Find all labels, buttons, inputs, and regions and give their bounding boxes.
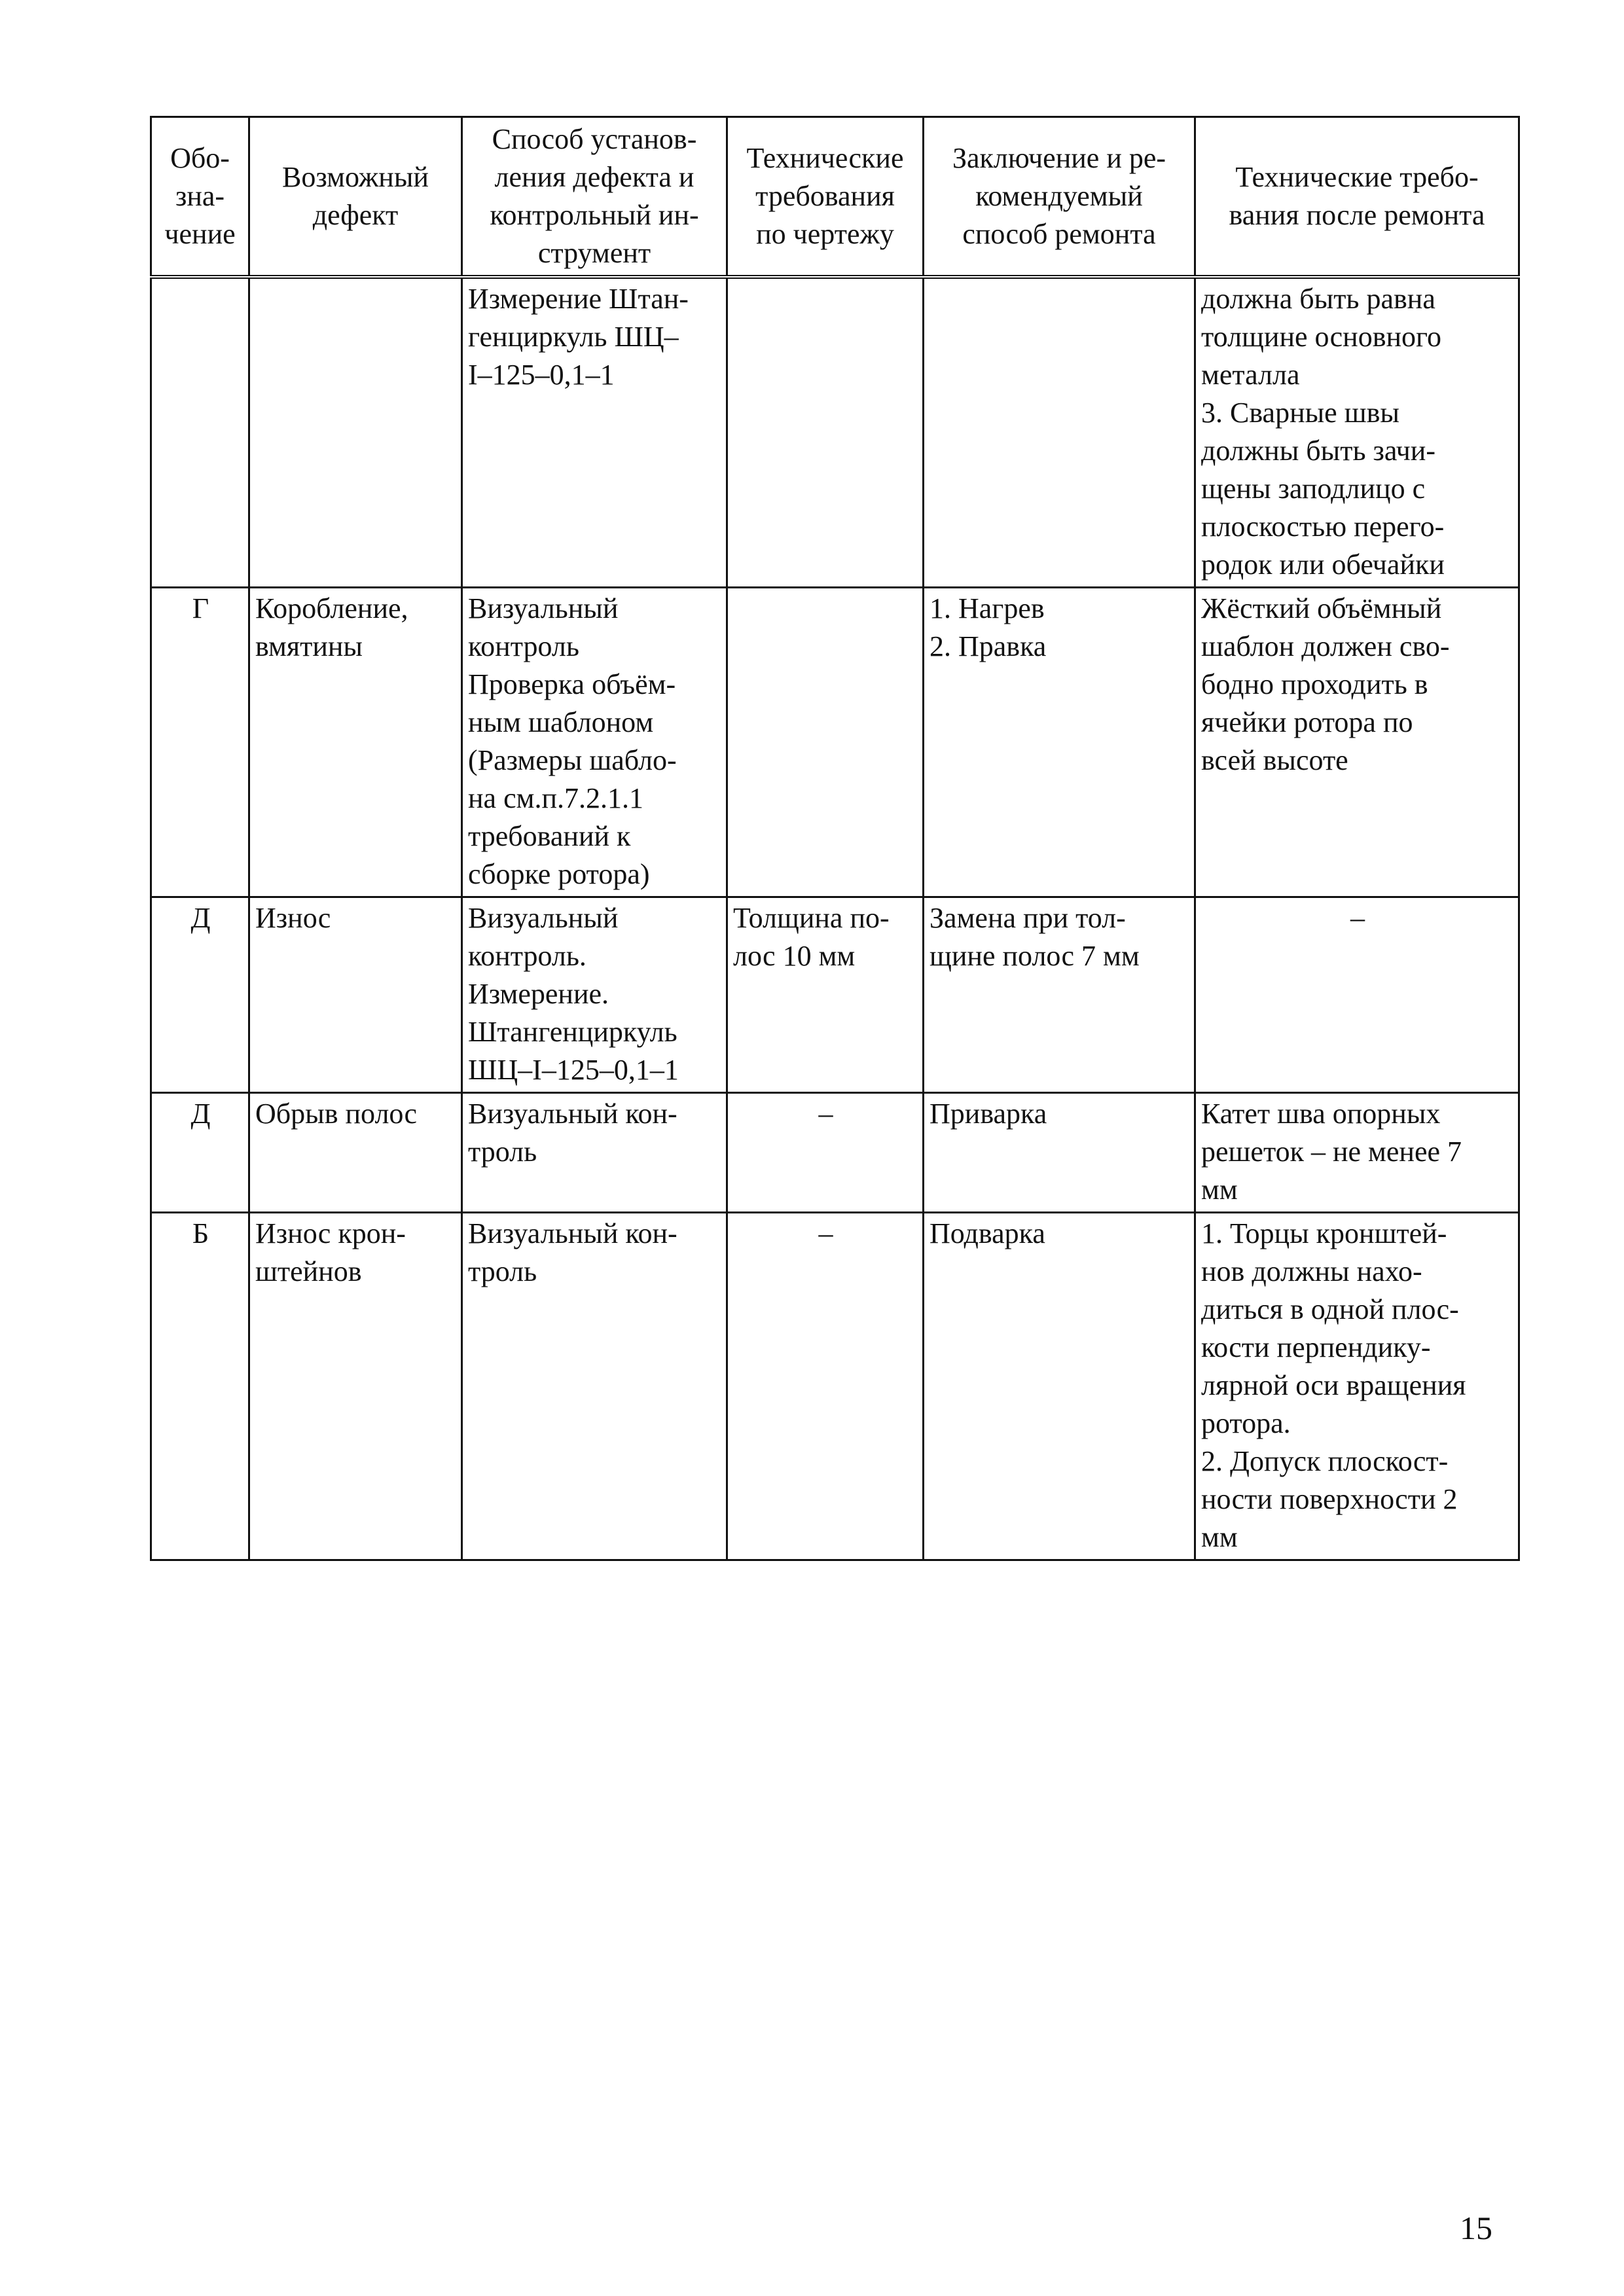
cell-designation: Г: [151, 588, 249, 897]
header-possible-defect: Возможный дефект: [249, 117, 462, 278]
cell-defect: Обрыв полос: [249, 1093, 462, 1213]
table-row: [151, 1093, 1519, 1213]
page-number: 15: [1460, 2210, 1492, 2246]
cell-defect: Коробление, вмятины: [249, 588, 462, 897]
cell-drawing-req: –: [727, 1093, 924, 1213]
table-row: [151, 1213, 1519, 1560]
cell-repair: Приварка: [924, 1093, 1195, 1213]
cell-designation: Д: [151, 1093, 249, 1213]
defects-table: [150, 116, 1520, 1561]
cell-method: Измерение Штан- генциркуль ШЦ– I–125–0,1–1: [462, 277, 727, 588]
cell-post-repair: Катет шва опорных решеток – не менее 7 мм: [1195, 1093, 1519, 1213]
cell-drawing-req: [727, 277, 924, 588]
table-row: [151, 897, 1519, 1093]
table-row: [151, 588, 1519, 897]
cell-repair: Подварка: [924, 1213, 1195, 1560]
cell-repair: 1. Нагрев 2. Правка: [924, 588, 1195, 897]
header-detection-method: Способ установ- ления дефекта и контрольный ин- струмент: [462, 117, 727, 278]
cell-repair: [924, 277, 1195, 588]
header-post-repair-requirements: Технические требо- вания после ремонта: [1195, 117, 1519, 278]
cell-defect: [249, 277, 462, 588]
cell-drawing-req: [727, 588, 924, 897]
cell-designation: Д: [151, 897, 249, 1093]
cell-designation: Б: [151, 1213, 249, 1560]
header-drawing-requirements: Технические требования по чертежу: [727, 117, 924, 278]
cell-post-repair: 1. Торцы кронштей- нов должны нахо- диться в одной плос- кости перпендику- лярной оси вращения ротора. 2. Допуск плоскост- ности поверхности 2 мм: [1195, 1213, 1519, 1560]
header-repair-method: Заключение и ре- комендуемый способ ремонта: [924, 117, 1195, 278]
cell-drawing-req: Толщина по- лос 10 мм: [727, 897, 924, 1093]
cell-post-repair: –: [1195, 897, 1519, 1093]
table-header-row: [151, 117, 1519, 278]
header-designation: Обо- зна- чение: [151, 117, 249, 278]
cell-post-repair: должна быть равна толщине основного металла 3. Сварные швы должны быть зачи- щены заподлицо с плоскостью перего- родок или обечайки: [1195, 277, 1519, 588]
cell-method: Визуальный контроль Проверка объём- ным шаблоном (Размеры шабло- на см.п.7.2.1.1 требований к сборке ротора): [462, 588, 727, 897]
cell-designation: [151, 277, 249, 588]
cell-method: Визуальный кон- троль: [462, 1093, 727, 1213]
cell-defect: Износ крон- штейнов: [249, 1213, 462, 1560]
cell-method: Визуальный кон- троль: [462, 1213, 727, 1560]
cell-defect: Износ: [249, 897, 462, 1093]
cell-drawing-req: –: [727, 1213, 924, 1560]
cell-repair: Замена при тол- щине полос 7 мм: [924, 897, 1195, 1093]
table-row: [151, 277, 1519, 588]
cell-method: Визуальный контроль. Измерение. Штангенциркуль ШЦ–I–125–0,1–1: [462, 897, 727, 1093]
cell-post-repair: Жёсткий объёмный шаблон должен сво- бодно проходить в ячейки ротора по всей высоте: [1195, 588, 1519, 897]
